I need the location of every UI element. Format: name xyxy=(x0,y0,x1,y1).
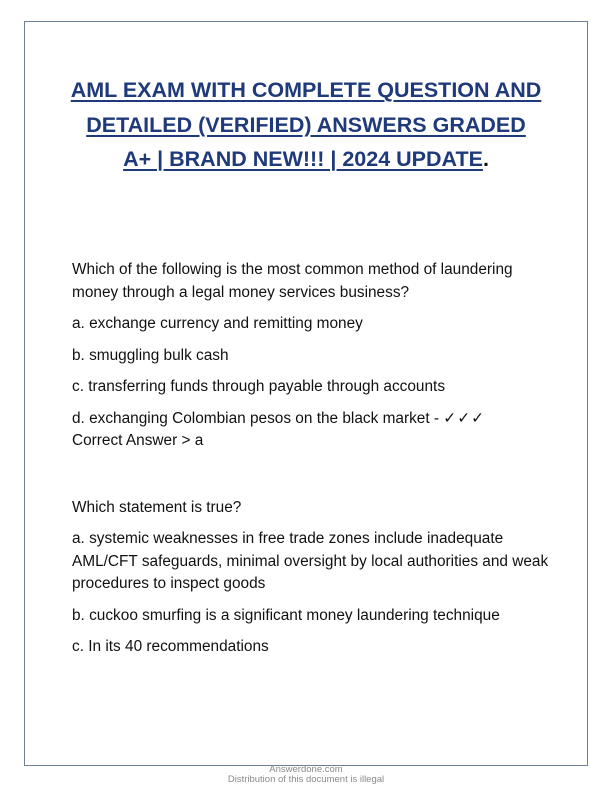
question-2-option-b: b. cuckoo smurfing is a significant money laundering technique xyxy=(72,606,500,624)
question-1-option-d xyxy=(72,408,556,453)
question-2-prompt: Which statement is true? xyxy=(72,498,242,516)
question-1-answer: Correct Answer > a xyxy=(72,432,204,449)
document-title-period: . xyxy=(482,147,489,171)
question-1-option-b: b. smuggling bulk cash xyxy=(72,346,229,364)
question-1-prompt: Which of the following is the most common method of laundering money through a legal money services business? xyxy=(72,261,513,301)
question-2-option-a: a. systemic weaknesses in free trade zones include inadequate AML/CFT safeguards, minimal oversight by local authorities and weak procedures to inspect goods xyxy=(72,530,549,592)
footer-notice: Distribution of this document is illegal xyxy=(227,774,385,785)
question-1-option-a: a. exchange currency and remitting money xyxy=(72,315,363,332)
question-2-option-c: c. In its 40 recommendations xyxy=(72,638,269,655)
document-title xyxy=(70,73,542,177)
question-1-option-c: c. transferring funds through payable through accounts xyxy=(72,378,446,395)
question-spacer xyxy=(72,462,556,497)
document-title-text: AML EXAM WITH COMPLETE QUESTION AND DETAILED (VERIFIED) ANSWERS GRADED A+ | BRAND NEW!!! | 2024 UPDATE xyxy=(70,78,542,171)
checkmark-icon: ✓✓✓ xyxy=(443,409,485,427)
footer-site: Answerdone.com xyxy=(269,764,343,775)
question-1-option-d-text: d. exchanging Colombian pesos on the black market - xyxy=(72,409,440,427)
document-body xyxy=(72,259,556,668)
